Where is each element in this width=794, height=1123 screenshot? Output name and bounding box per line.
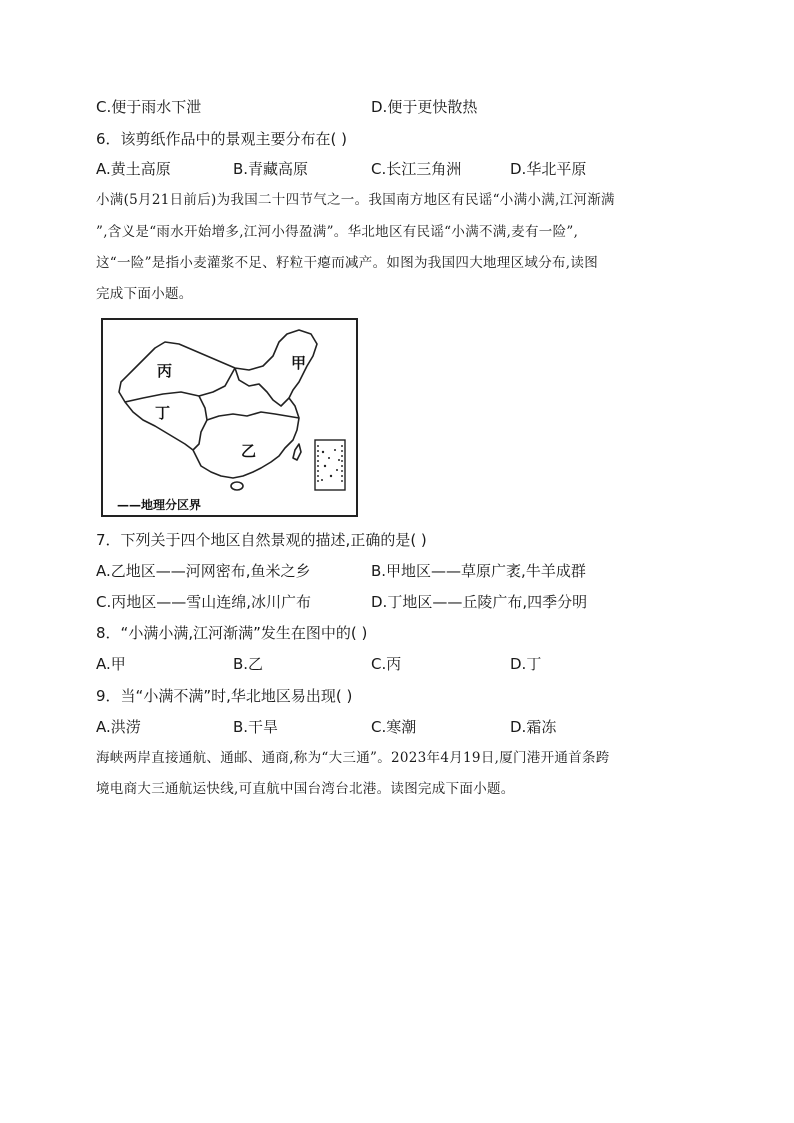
- china-regions-map: [101, 318, 358, 517]
- q8-stem: 8．“小满小满,江河渐满”发生在图中的( ): [96, 624, 368, 642]
- boundary-north: [235, 368, 289, 406]
- map-legend: ——地理分区界: [117, 498, 202, 512]
- china-outline: [119, 330, 317, 478]
- boundary-northwest: [125, 368, 235, 402]
- q5-option-c: C.便于雨水下泄: [96, 98, 202, 116]
- q6-option-d: D.华北平原: [510, 160, 587, 178]
- label-jia: 甲: [291, 354, 307, 372]
- taiwan-island: [293, 444, 301, 460]
- q8-option-a: A.甲: [96, 655, 126, 673]
- hainan-island: [231, 482, 243, 490]
- passage1-line-2: ”,含义是“雨水开始增多,江河小得盈满”。华北地区有民谣“小满不满,麦有一险”,: [96, 224, 579, 240]
- q7-option-c: C.丙地区——雪山连绵,冰川广布: [96, 593, 312, 611]
- q9-option-c: C.寒潮: [371, 718, 417, 736]
- q5-option-d: D.便于更快散热: [371, 98, 478, 116]
- q8-option-d: D.丁: [510, 655, 542, 673]
- label-bing: 丙: [157, 362, 173, 380]
- south-china-sea-inset: [315, 440, 345, 490]
- passage2-line-1: 海峡两岸直接通航、通邮、通商,称为“大三通”。2023年4月19日,厦门港开通首条跨: [96, 750, 610, 766]
- q6-stem: 6．该剪纸作品中的景观主要分布在( ): [96, 130, 348, 148]
- passage1-line-4: 完成下面小题。: [96, 286, 193, 302]
- q8-option-b: B.乙: [233, 655, 264, 673]
- q9-stem: 9．当“小满不满”时,华北地区易出现( ): [96, 687, 353, 705]
- q8-option-c: C.丙: [371, 655, 402, 673]
- q7-option-b: B.甲地区——草原广袤,牛羊成群: [371, 562, 586, 580]
- passage2-line-2: 境电商大三通航运快线,可直航中国台湾台北港。读图完成下面小题。: [96, 781, 515, 797]
- q7-stem: 7．下列关于四个地区自然景观的描述,正确的是( ): [96, 531, 427, 549]
- boundary-south: [207, 412, 299, 420]
- boundary-qinghai-tibet: [193, 396, 207, 450]
- q9-option-b: B.干旱: [233, 718, 279, 736]
- q9-option-a: A.洪涝: [96, 718, 141, 736]
- q7-option-a: A.乙地区——河网密布,鱼米之乡: [96, 562, 311, 580]
- q7-option-d: D.丁地区——丘陵广布,四季分明: [371, 593, 588, 611]
- q6-option-a: A.黄土高原: [96, 160, 171, 178]
- q6-option-c: C.长江三角洲: [371, 160, 462, 178]
- label-ding: 丁: [155, 404, 171, 422]
- china-map-drawing: [103, 320, 356, 515]
- q9-option-d: D.霜冻: [510, 718, 557, 736]
- label-yi: 乙: [241, 442, 257, 460]
- passage1-line-3: 这“一险”是指小麦灌浆不足、籽粒干瘪而减产。如图为我国四大地理区域分布,读图: [96, 255, 598, 271]
- passage1-line-1: 小满(5月21日前后)为我国二十四节气之一。我国南方地区有民谣“小满小满,江河渐满: [96, 192, 615, 208]
- q6-option-b: B.青藏高原: [233, 160, 309, 178]
